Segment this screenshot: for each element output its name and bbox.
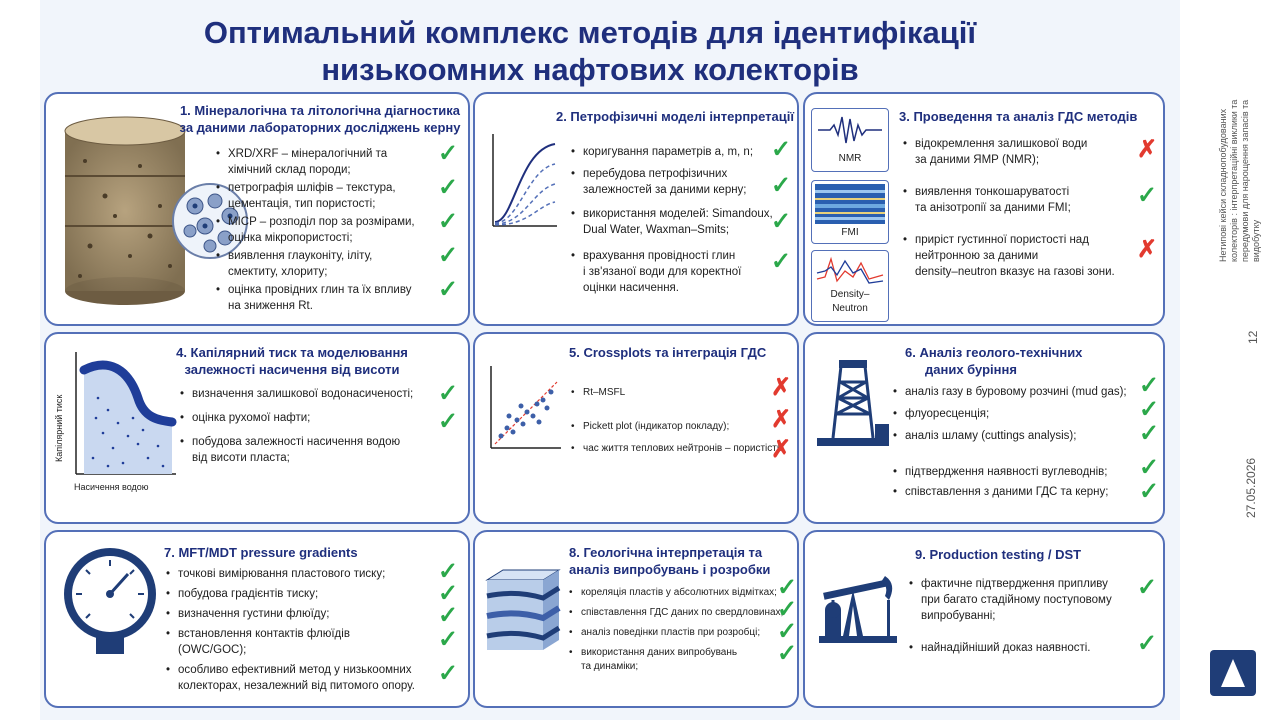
card-title <box>162 344 422 378</box>
cross-icon: ✗ <box>771 406 792 433</box>
card-title-line2: за даними лабораторних досліджень керну <box>179 120 461 135</box>
card-items <box>571 386 781 464</box>
list-item: • визначення залишкової водонасиченості; <box>180 386 442 410</box>
presentation-subtitle-line4: видобутку <box>1251 219 1261 262</box>
check-icon: ✓ <box>777 640 798 667</box>
list-item: • флуоресценція; <box>893 406 1143 428</box>
list-item: • XRD/XRF – мінералогічний та хімічний склад породи; <box>216 146 446 180</box>
list-item: • Rt–MSFL <box>571 386 781 420</box>
nmr-panel <box>811 108 889 172</box>
card-core-analysis <box>44 92 470 326</box>
check-icon: ✓ <box>438 660 459 687</box>
card-title <box>164 544 424 561</box>
check-icon: ✓ <box>771 172 792 199</box>
list-item: • відокремлення залишкової води за даними ЯМР (NMR); <box>903 136 1133 184</box>
presentation-subtitle-line1: Нетипові кейси складнопобудованих <box>1218 108 1228 262</box>
fmi-label: FMI <box>841 227 859 238</box>
card-items <box>166 566 444 696</box>
card-crossplots <box>473 332 799 524</box>
check-icon: ✓ <box>1139 372 1160 399</box>
list-item: • час життя теплових нейтронів – пористість <box>571 442 781 464</box>
list-item: • побудова градієнтів тиску; <box>166 586 444 606</box>
list-item: • кореляція пластів у абсолютних відмітках; <box>569 586 787 606</box>
nmr-label: NMR <box>838 153 862 164</box>
card-items <box>180 386 442 468</box>
list-item: • врахування провідності глин і зв'язаної води для коректної оцінки насичення. <box>571 248 781 298</box>
card-title-line1: 9. Production testing / DST <box>915 547 1082 562</box>
check-icon: ✓ <box>438 408 459 435</box>
list-item: • виявлення тонкошаруватості та анізотропії за даними FMI; <box>903 184 1133 232</box>
cross-icon: ✗ <box>1137 136 1158 163</box>
check-icon: ✓ <box>438 380 459 407</box>
list-item: • аналіз шламу (cuttings analysis); <box>893 428 1143 464</box>
density-neutron-panel <box>811 250 889 322</box>
neutron-label: Neutron <box>832 303 868 314</box>
list-item: • MICP – розподіл пор за розмірами, оцінка мікропористості; <box>216 214 446 248</box>
list-item: • підтвердження наявності вуглеводнів; <box>893 464 1143 484</box>
nmr-signal-icon <box>816 113 884 147</box>
list-item: • приріст густинної пористості над нейтронною за даними density–neutron вказує на газові зони. <box>903 232 1133 282</box>
check-icon: ✓ <box>438 602 459 629</box>
check-icon: ✓ <box>438 626 459 653</box>
presentation-subtitle-line2: колекторів : інтерпретаційні виклики та <box>1229 99 1239 262</box>
card-title-line1: 4. Капілярний тиск та моделювання <box>176 345 408 360</box>
card-title <box>569 544 799 578</box>
list-item: • оцінка рухомої нафти; <box>180 410 442 434</box>
list-item: • визначення густини флюїду; <box>166 606 444 626</box>
card-mud-logging <box>803 332 1165 524</box>
card-logging-methods <box>803 92 1165 326</box>
list-item: • побудова залежності насичення водою від висоти пласта; <box>180 434 442 468</box>
card-items <box>571 144 781 298</box>
list-item: • встановлення контактів флюїдів (OWC/GOC); <box>166 626 444 662</box>
fmi-image-icon <box>815 184 885 224</box>
card-title <box>905 344 1105 378</box>
card-title-line1: 5. Crossplots та інтеграція ГДС <box>569 345 767 360</box>
presentation-subtitle <box>1218 100 1262 262</box>
card-capillary-pressure <box>44 332 470 524</box>
triangle-logo-icon <box>1221 659 1245 687</box>
check-icon: ✓ <box>777 574 798 601</box>
list-item: • Pickett plot (індикатор покладу); <box>571 420 781 442</box>
check-icon: ✓ <box>438 580 459 607</box>
slide-title <box>0 14 1180 88</box>
list-item: • використання даних випробувань та динаміки; <box>569 646 787 676</box>
card-title-line1: 6. Аналіз геолого-технічних <box>905 345 1083 360</box>
list-item: • точкові вимірювання пластового тиску; <box>166 566 444 586</box>
check-icon: ✓ <box>1139 454 1160 481</box>
check-icon: ✓ <box>1137 182 1158 209</box>
company-logo <box>1210 650 1256 696</box>
card-items <box>903 136 1133 282</box>
density-label: Density– <box>830 289 870 300</box>
card-petrophysical-models <box>473 92 799 326</box>
slide-date: 27.05.2026 <box>1244 457 1258 518</box>
list-item: • оцінка провідних глин та їх впливу на зниження Rt. <box>216 282 446 316</box>
list-item: • фактичне підтвердження припливу при багато стадійному поступовому випробуванні; <box>909 576 1129 640</box>
crossplot-image <box>487 362 563 452</box>
check-icon: ✓ <box>1137 574 1158 601</box>
check-icon: ✓ <box>438 208 459 235</box>
card-items <box>216 146 446 316</box>
card-items <box>893 384 1143 504</box>
slide-title-line2: низькоомних нафтових колекторів <box>321 52 859 87</box>
card-geological-interpretation <box>473 530 799 708</box>
card-items <box>909 576 1129 660</box>
cross-icon: ✗ <box>771 374 792 401</box>
pumpjack-icon <box>815 566 901 646</box>
y-axis-label: Капілярний тиск <box>54 394 64 462</box>
card-title-line1: 2. Петрофізичні моделі інтерпретації <box>555 109 795 124</box>
density-neutron-curves-icon <box>815 253 885 287</box>
list-item: • аналіз газу в буровому розчині (mud gas); <box>893 384 1143 406</box>
card-pressure-gradients <box>44 530 470 708</box>
rock-layers-icon <box>483 566 563 654</box>
card-title <box>550 108 799 125</box>
card-items <box>569 586 787 676</box>
card-title-line1: 1. Мінералогічна та літологічна діагностика <box>179 103 461 118</box>
list-item: • використання моделей: Simandoux, Dual Water, Waxman–Smits; <box>571 206 781 248</box>
card-title <box>915 546 1155 563</box>
card-title-line2: даних буріння <box>925 362 1017 377</box>
check-icon: ✓ <box>438 276 459 303</box>
card-title <box>899 108 1159 125</box>
check-icon: ✓ <box>438 242 459 269</box>
card-title-line2: залежності насичення від висоти <box>184 362 400 377</box>
card-production-testing <box>803 530 1165 708</box>
check-icon: ✓ <box>777 618 798 645</box>
check-icon: ✓ <box>438 140 459 167</box>
fmi-panel <box>811 180 889 244</box>
card-title-line1: 3. Проведення та аналіз ГДС методів <box>899 109 1138 124</box>
x-axis-label: Насичення водою <box>74 482 149 492</box>
check-icon: ✓ <box>1137 630 1158 657</box>
pressure-gauge-icon <box>60 544 160 656</box>
check-icon: ✓ <box>777 596 798 623</box>
list-item: • перебудова петрофізичних залежностей за даними керну; <box>571 166 781 206</box>
check-icon: ✓ <box>438 174 459 201</box>
card-title <box>170 102 470 136</box>
list-item: • співставлення з даними ГДС та керну; <box>893 484 1143 504</box>
list-item: • співставлення ГДС даних по свердловинах; <box>569 606 787 626</box>
presentation-subtitle-line3: передумови для нарощення запасів та <box>1240 99 1250 262</box>
cross-icon: ✗ <box>771 436 792 463</box>
card-title-line1: 7. MFT/MDT pressure gradients <box>164 545 358 560</box>
card-title-line2: аналіз випробувань і розробки <box>569 562 771 577</box>
check-icon: ✓ <box>438 558 459 585</box>
list-item: • коригування параметрів a, m, n; <box>571 144 781 166</box>
cross-icon: ✗ <box>1137 236 1158 263</box>
list-item: • виявлення глауконіту, іліту, смектиту, хлориту; <box>216 248 446 282</box>
list-item: • петрографія шліфів – текстура, цементація, тип пористості; <box>216 180 446 214</box>
list-item: • найнадійніший доказ наявності. <box>909 640 1129 660</box>
check-icon: ✓ <box>771 136 792 163</box>
list-item: • особливо ефективний метод у низькоомних колекторах, незалежний від питомого опору. <box>166 662 444 696</box>
card-title <box>569 344 799 361</box>
page-number: 12 <box>1246 330 1260 344</box>
check-icon: ✓ <box>1139 478 1160 505</box>
check-icon: ✓ <box>771 248 792 275</box>
slide-title-line1: Оптимальний комплекс методів для ідентифікації <box>203 15 977 50</box>
list-item: • аналіз поведінки пластів при розробці; <box>569 626 787 646</box>
check-icon: ✓ <box>771 208 792 235</box>
check-icon: ✓ <box>1139 396 1160 423</box>
drilling-rig-icon <box>813 358 893 450</box>
card-title-line1: 8. Геологічна інтерпретація та <box>569 545 763 560</box>
saturation-curves-image <box>489 130 559 230</box>
check-icon: ✓ <box>1139 420 1160 447</box>
